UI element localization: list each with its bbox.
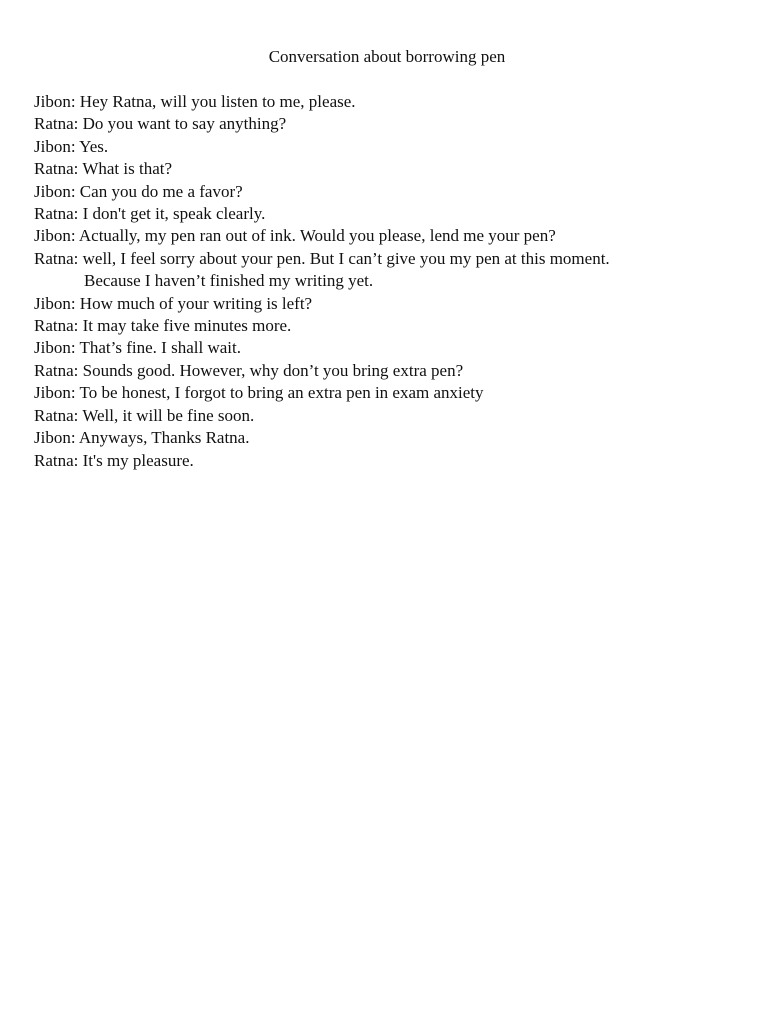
document-title: Conversation about borrowing pen [268,47,506,66]
dialogue-line: Jibon: To be honest, I forgot to bring an extra pen in exam anxiety [34,383,484,403]
dialogue-line: Jibon: That’s fine. I shall wait. [34,338,241,358]
dialogue-list [34,91,734,472]
dialogue-line: Ratna: well, I feel sorry about your pen. But I can’t give you my pen at this moment. [34,248,610,268]
dialogue-line: Jibon: Can you do me a favor? [34,181,243,201]
dialogue-line: Jibon: Hey Ratna, will you listen to me, please. [34,92,356,111]
dialogue-line: Jibon: Yes. [34,136,109,156]
dialogue-line: Ratna: I don't get it, speak clearly. [34,204,266,224]
dialogue-line: Jibon: How much of your writing is left? [34,293,313,313]
dialogue-line: Jibon: Anyways, Thanks Ratna. [34,428,250,448]
dialogue-line: Ratna: It may take five minutes more. [34,316,292,336]
dialogue-line: Ratna: Do you want to say anything? [34,114,287,134]
dialogue-line: Jibon: Actually, my pen ran out of ink. Would you please, lend me your pen? [34,226,556,246]
dialogue-line: Ratna: Sounds good. However, why don’t you bring extra pen? [34,360,464,380]
dialogue-line-continuation: Because I haven’t finished my writing yet. [84,271,374,291]
dialogue-line: Ratna: It's my pleasure. [34,450,194,470]
dialogue-line: Ratna: Well, it will be fine soon. [34,405,255,425]
dialogue-line: Ratna: What is that? [34,159,173,179]
